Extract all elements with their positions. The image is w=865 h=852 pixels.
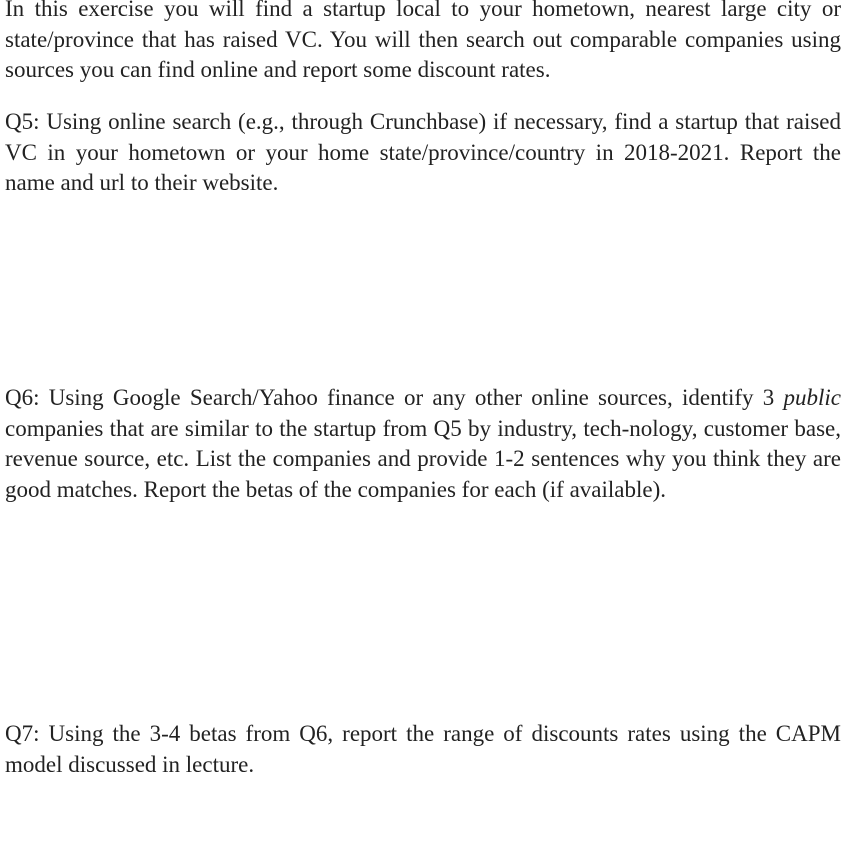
question-6-text-end: companies that are similar to the startup from Q5 by industry, tech-nology, customer base, revenue source, etc. List the companies and provide 1-2 sentences why you think they are good matches. Report the betas of the companies for each (if available).	[5, 415, 841, 502]
question-6-text-start: Q6: Using Google Search/Yahoo finance or any other online sources, identify 3	[5, 385, 784, 410]
question-6	[5, 383, 841, 505]
intro-paragraph: In this exercise you will find a startup local to your hometown, nearest large city or state/province that has raised VC. You will then search out comparable companies using sources you can find online and report some discount rates.	[5, 0, 841, 82]
question-6-emphasis: public	[783, 385, 841, 410]
question-7: Q7: Using the 3-4 betas from Q6, report the range of discounts rates using the CAPM model discussed in lecture.	[5, 721, 841, 777]
question-5: Q5: Using online search (e.g., through Crunchbase) if necessary, find a startup that raised VC in your hometown or your home state/province/country in 2018-2021. Report the name and url to their website.	[5, 109, 841, 195]
